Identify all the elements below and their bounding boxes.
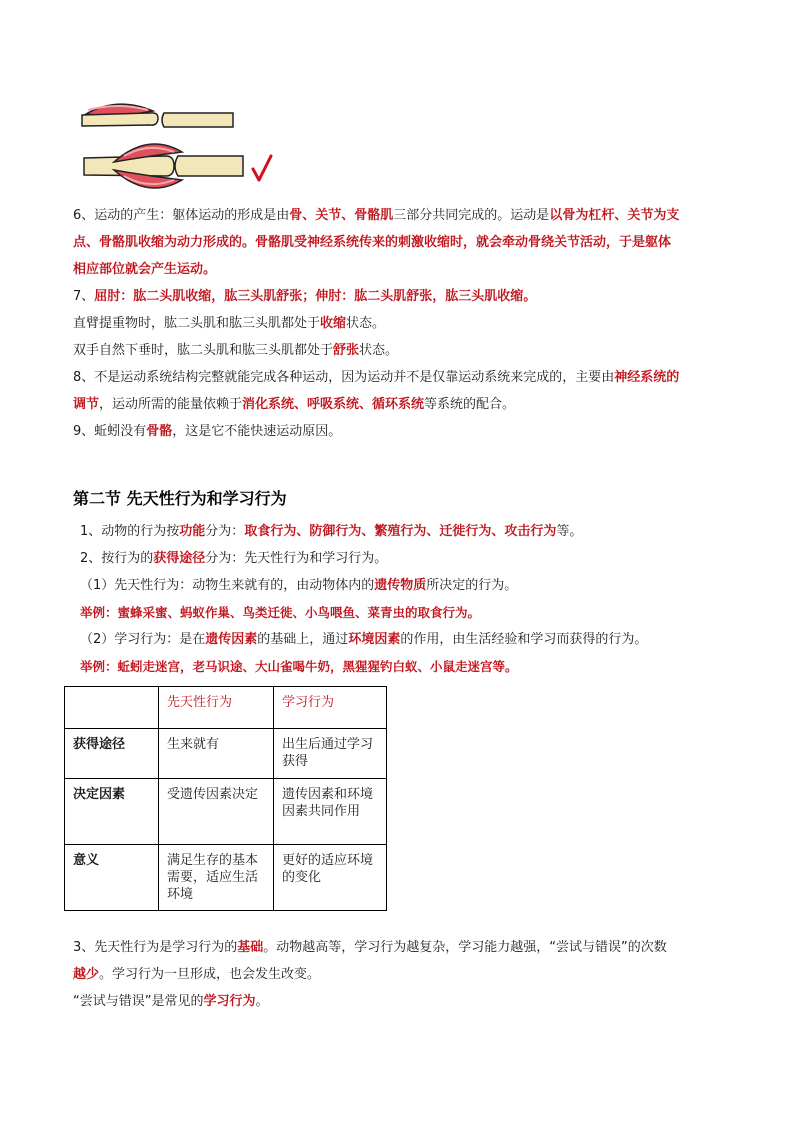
- point-7: 7、屈肘：肱二头肌收缩，肱三头肌舒张；伸肘：肱二头肌舒张，肱三头肌收缩。: [73, 289, 537, 304]
- section-point-3-line-2: 越少。学习行为一旦形成，也会发生改变。: [73, 967, 321, 982]
- checkmark-icon: [250, 153, 274, 183]
- table-cell: 满足生存的基本需要，适应生活环境: [159, 845, 274, 911]
- section-point-3-line-1: 3、先天性行为是学习行为的基础。动物越高等，学习行为越复杂，学习能力越强，“尝试与错误”的次数: [73, 940, 667, 955]
- innate-examples: 举例：蜜蜂采蜜、蚂蚁作巢、鸟类迁徙、小鸟喂鱼、菜青虫的取食行为。: [80, 605, 481, 620]
- section-point-1: 1、动物的行为按功能分为：取食行为、防御行为、繁殖行为、迁徙行为、攻击行为等。: [80, 524, 583, 539]
- muscle-bone-top: [82, 104, 233, 127]
- point-6-line-2: 点、骨骼肌收缩为动力形成的。骨骼肌受神经系统传来的刺激收缩时，就会牵动骨绕关节活动，于是躯体: [73, 235, 672, 250]
- table-header-cell: 先天性行为: [159, 687, 274, 729]
- point-7-line-2: 直臂提重物时，肱二头肌和肱三头肌都处于收缩状态。: [73, 316, 386, 331]
- point-9: 9、蚯蚓没有骨骼，这是它不能快速运动原因。: [73, 424, 342, 439]
- innate-behavior-definition: （1）先天性行为：动物生来就有的，由动物体内的遗传物质所决定的行为。: [80, 578, 518, 593]
- table-header-row: [65, 687, 387, 729]
- learned-examples: 举例：蚯蚓走迷宫，老马识途、大山雀喝牛奶，黑猩猩钓白蚁、小鼠走迷宫等。: [80, 659, 518, 674]
- section-point-4: “尝试与错误”是常见的学习行为。: [73, 994, 269, 1009]
- section-point-2: 2、按行为的获得途径分为：先天性行为和学习行为。: [80, 551, 388, 566]
- table-row: [65, 729, 387, 779]
- point-8-line-2: 调节，运动所需的能量依赖于消化系统、呼吸系统、循环系统等系统的配合。: [73, 397, 516, 412]
- table-cell: 获得途径: [65, 729, 159, 779]
- table-cell: 遗传因素和环境因素共同作用: [274, 779, 387, 845]
- table-cell: 更好的适应环境的变化: [274, 845, 387, 911]
- table-cell: 意义: [65, 845, 159, 911]
- table-row: [65, 779, 387, 845]
- table-cell: 出生后通过学习获得: [274, 729, 387, 779]
- table-header-cell: [65, 687, 159, 729]
- muscle-bone-diagram: [78, 96, 278, 196]
- point-8-line-1: 8、不是运动系统结构完整就能完成各种运动，因为运动并不是仅靠运动系统来完成的，主要由神经系统的: [73, 370, 680, 385]
- comparison-table: [64, 686, 387, 911]
- point-7-line-3: 双手自然下垂时，肱二头肌和肱三头肌都处于舒张状态。: [73, 343, 399, 358]
- point-6-line-1: 6、运动的产生：躯体运动的形成是由骨、关节、骨骼肌三部分共同完成的。运动是以骨为杠杆、关节为支: [73, 208, 680, 223]
- table-row: [65, 845, 387, 911]
- table-cell: 生来就有: [159, 729, 274, 779]
- table-header-cell: 学习行为: [274, 687, 387, 729]
- point-6-line-3: 相应部位就会产生运动。: [73, 262, 217, 277]
- learned-behavior-definition: （2）学习行为：是在遗传因素的基础上，通过环境因素的作用，由生活经验和学习而获得的行为。: [80, 632, 648, 647]
- table-cell: 决定因素: [65, 779, 159, 845]
- table-cell: 受遗传因素决定: [159, 779, 274, 845]
- muscle-bone-bottom: [84, 144, 243, 188]
- section-title: 第二节 先天性行为和学习行为: [73, 489, 287, 508]
